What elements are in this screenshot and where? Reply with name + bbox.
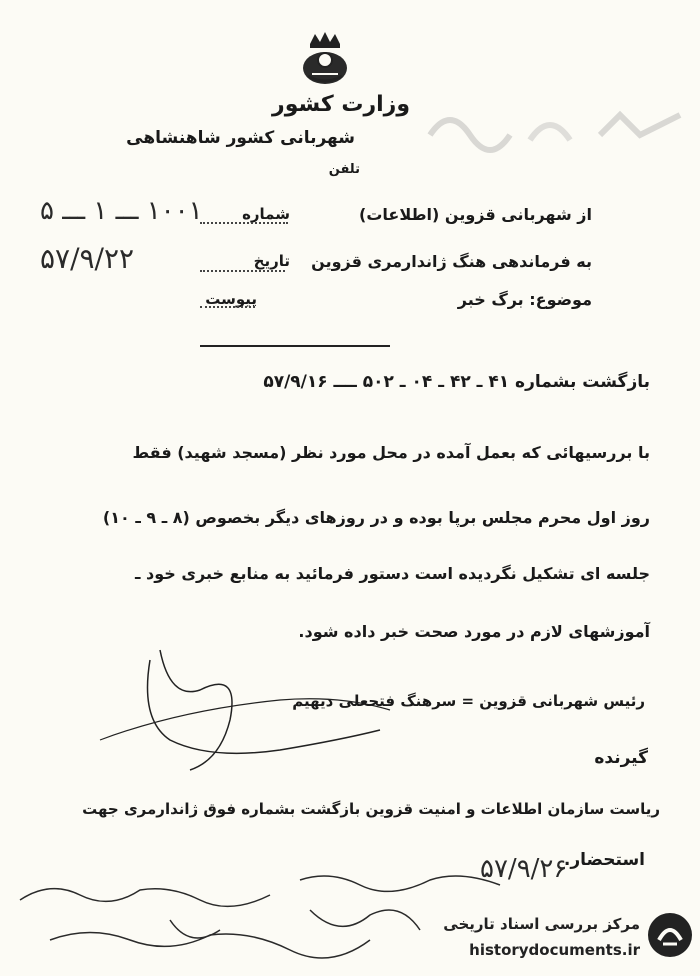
- attachment-label: پیوست: [205, 290, 257, 308]
- faint-stamp-watermark: [420, 95, 700, 155]
- archive-logo-url: historydocuments.ir: [469, 941, 640, 959]
- date-dotted-line: [200, 270, 285, 272]
- body-line-4: آموزشهای لازم در مورد صحت خبر داده شود.: [298, 622, 650, 641]
- recipients-line-2: استحضار.: [563, 850, 645, 870]
- from-line: از شهربانی قزوین (اطلاعات): [359, 205, 592, 224]
- archive-logo: [395, 905, 695, 971]
- date-value: ۵۷/۹/۲۲: [40, 242, 135, 275]
- phone-label: تلفن: [328, 162, 360, 177]
- archive-emblem-icon: [645, 910, 695, 960]
- body-line-3: جلسه ای تشکیل نگردیده است دستور فرمائید به منابع خبری خود ـ: [134, 564, 650, 583]
- signature-scribble: [80, 640, 400, 780]
- handwritten-date: ۵۷/۹/۲۶: [480, 854, 568, 884]
- ministry-title: وزارت کشور: [272, 92, 410, 117]
- reference-line: بازگشت بشماره ۴۱ ـ ۴۲ ـ ۰۴ ـ ۵۰۲ ــــ ۵۷/۹/۱۶: [263, 372, 650, 392]
- to-line: به فرماندهی هنگ ژاندارمری قزوین: [311, 252, 592, 271]
- attachment-dotted-line: [200, 306, 255, 308]
- recipients-label: گیرنده: [594, 748, 648, 768]
- number-label: شماره: [242, 205, 290, 223]
- office-title: شهربانی کشور شاهنشاهی: [126, 128, 355, 148]
- body-line-1: با بررسیهائی که بعمل آمده در محل مورد نظر (مسجد شهید) فقط: [132, 443, 650, 462]
- signature-text: رئیس شهربانی قزوین = سرهنگ فتحعلی دیهیم: [292, 692, 645, 710]
- lion-and-sun-emblem-icon: [290, 30, 360, 90]
- subject-line: موضوع: برگ خبر: [457, 290, 592, 309]
- header-divider: [200, 345, 390, 347]
- archive-logo-title: مرکز بررسی اسناد تاریخی: [443, 915, 640, 933]
- number-dotted-line: [200, 222, 288, 224]
- recipients-line-1: ریاست سازمان اطلاعات و امنیت قزوین بازگشت بشماره فوق ژاندارمری جهت: [82, 800, 660, 818]
- body-line-2: روز اول محرم مجلس برپا بوده و در روزهای دیگر بخصوص (۸ ـ ۹ ـ ۱۰): [102, 508, 650, 527]
- date-label: تاریخ: [253, 252, 290, 270]
- number-value: ۱۰۰۱ ـــ ۱ ـــ ۵: [40, 196, 203, 226]
